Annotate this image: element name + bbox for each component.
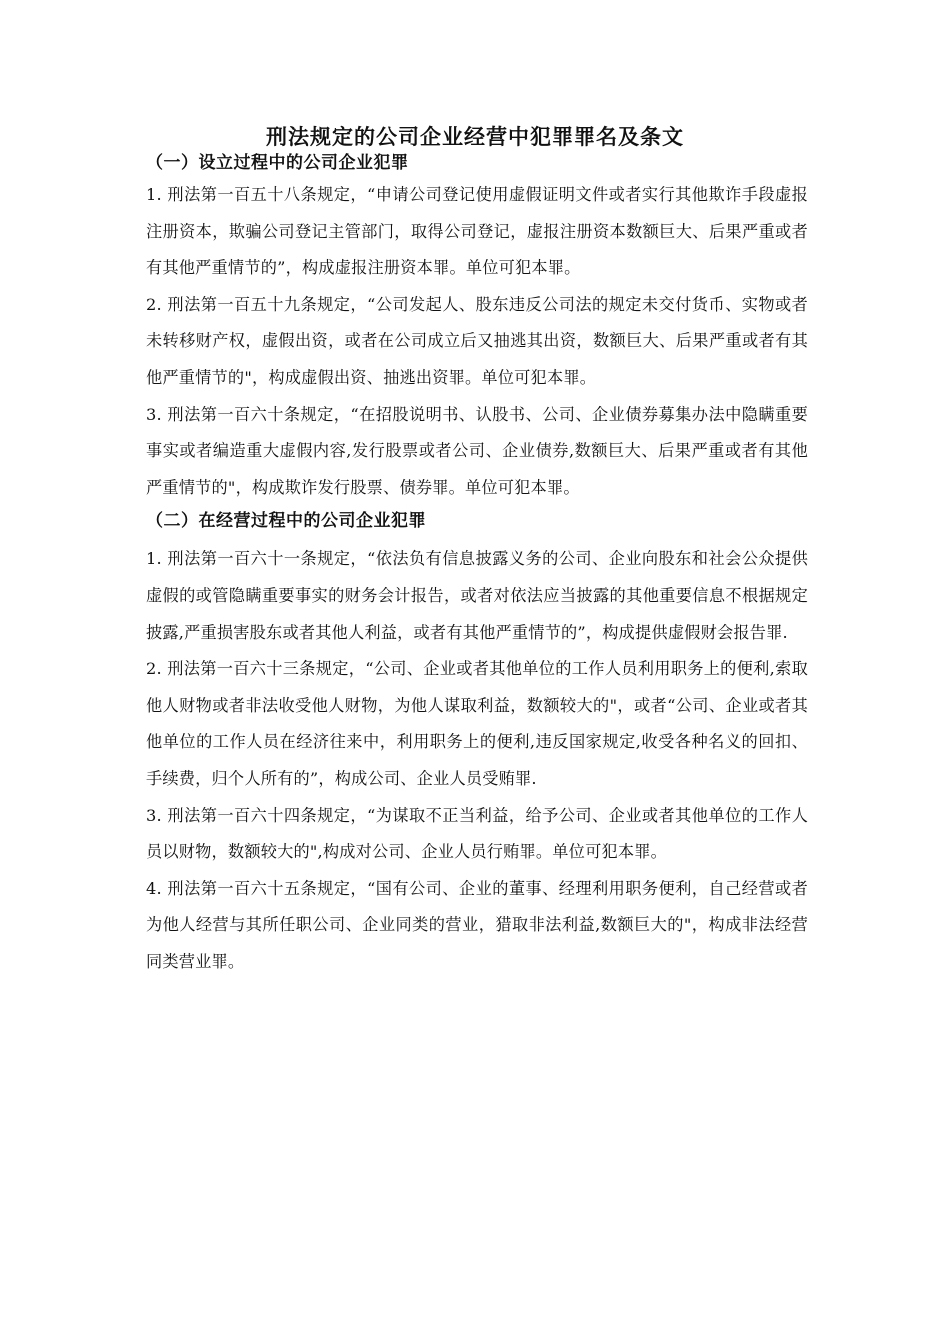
article-paragraph: 1. 刑法第一百六十一条规定，“依法负有信息披露义务的公司、企业向股东和社会公众提供虚假的或管隐瞒重要事实的财务会计报告，或者对依法应当披露的其他重要信息不根据规定披露,严重损害股东或者其他人利益，或者有其他严重情节的”，构成提供虚假财会报告罪. (146, 549, 808, 642)
article-paragraph: 1. 刑法第一百五十八条规定，“申请公司登记使用虚假证明文件或者实行其他欺诈手段虚报注册资本，欺骗公司登记主管部门，取得公司登记，虚报注册资本数额巨大、后果严重或者有其他严重情节的”，构成虚报注册资本罪。单位可犯本罪。 (146, 185, 808, 278)
article-paragraph: 2. 刑法第一百五十九条规定，“公司发起人、股东违反公司法的规定未交付货币、实物或者未转移财产权，虚假出资，或者在公司成立后又抽逃其出资，数额巨大、后果严重或者有其他严重情节的"，构成虚假出资、抽逃出资罪。单位可犯本罪。 (146, 294, 808, 387)
document-body (146, 151, 808, 980)
article-paragraph: 2. 刑法第一百六十三条规定，“公司、企业或者其他单位的工作人员利用职务上的便利,索取他人财物或者非法收受他人财物，为他人谋取利益，数额较大的"，或者“公司、企业或者其他单位的工作人员在经济往来中，利用职务上的便利,违反国家规定,收受各种名义的回扣、手续费，归个人所有的”，构成公司、企业人员受贿罪. (146, 659, 808, 788)
article-paragraph: 3. 刑法第一百六十条规定，“在招股说明书、认股书、公司、企业债券募集办法中隐瞒重要事实或者编造重大虚假内容,发行股票或者公司、企业债券,数额巨大、后果严重或者有其他严重情节的"，构成欺诈发行股票、债券罪。单位可犯本罪。 (146, 404, 808, 497)
section-heading: （二）在经营过程中的公司企业犯罪 (146, 511, 426, 532)
article-paragraph: 4. 刑法第一百六十五条规定，“国有公司、企业的董事、经理利用职务便利，自己经营或者为他人经营与其所任职公司、企业同类的营业，猎取非法利益,数额巨大的"，构成非法经营同类营业罪。 (146, 878, 808, 971)
document-title: 刑法规定的公司企业经营中犯罪罪名及条文 (266, 124, 684, 149)
section-heading: （一）设立过程中的公司企业犯罪 (146, 153, 409, 173)
article-paragraph: 3. 刑法第一百六十四条规定，“为谋取不正当利益，给予公司、企业或者其他单位的工作人员以财物，数额较大的",构成对公司、企业人员行贿罪。单位可犯本罪。 (146, 805, 808, 862)
